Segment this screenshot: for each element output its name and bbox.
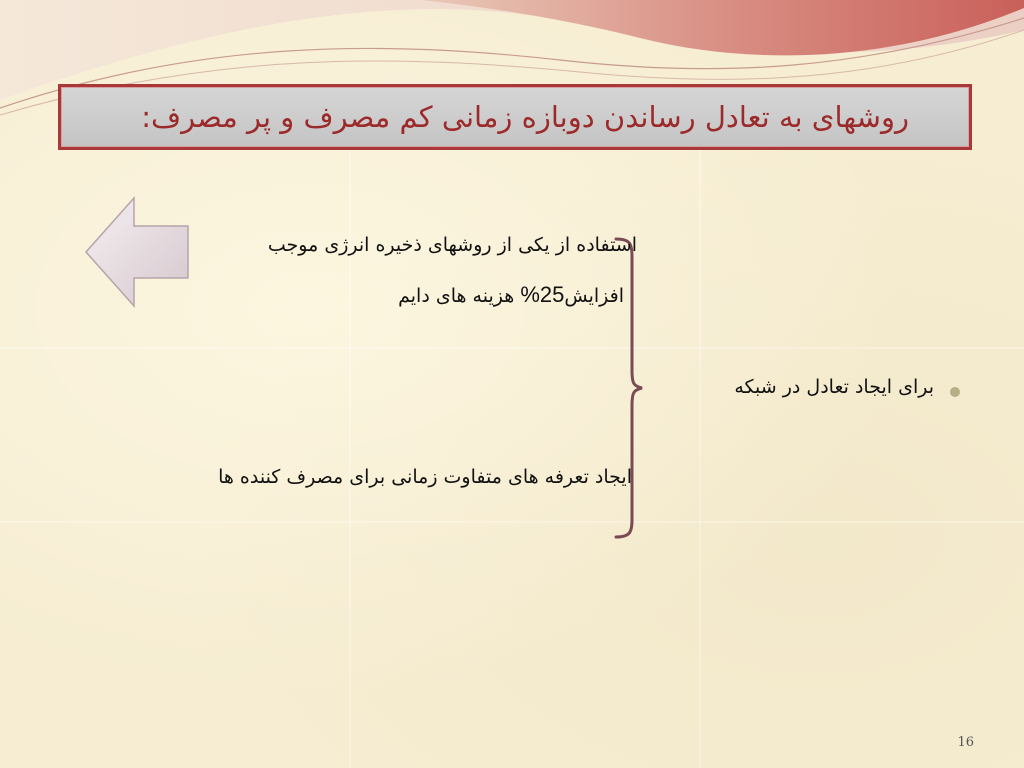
bullet-text: برای ایجاد تعادل در شبکه: [734, 376, 934, 398]
option1-line2: [398, 282, 624, 308]
option1-prefix: افزایش: [564, 285, 624, 307]
left-arrow-icon: [84, 196, 190, 308]
option2-text: ایجاد تعرفه های متفاوت زمانی برای مصرف کننده ها: [218, 466, 632, 488]
page-number: 16: [957, 735, 974, 750]
bullet-dot: [950, 387, 960, 397]
option1-suffix: هزینه های دایم: [398, 285, 521, 307]
title-bar: [58, 84, 972, 150]
option1-line1: استفاده از یکی از روشهای ذخیره انرژی موجب: [267, 234, 637, 256]
option1-percent: 25%: [520, 282, 565, 307]
slide-title: روشهای به تعادل رساندن دوبازه زمانی کم مصرف و پر مصرف:: [141, 100, 909, 134]
